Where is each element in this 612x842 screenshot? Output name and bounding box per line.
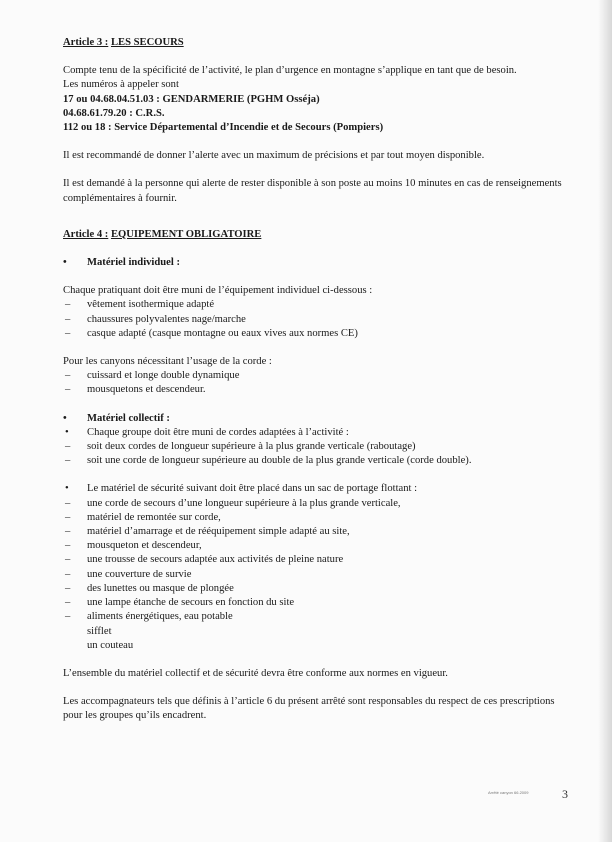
list-item-text: une corde de secours d’une longueur supérieure à la plus grande verticale, [87, 497, 401, 509]
list-item [63, 553, 571, 567]
list-item-text: une trousse de secours adaptée aux activités de pleine nature [87, 554, 344, 566]
individual-equipment-heading [63, 256, 571, 270]
bullet-icon: • [63, 412, 67, 424]
dash-icon: – [65, 597, 71, 609]
rope-canyon-intro: Pour les canyons nécessitant l’usage de la corde : [63, 356, 272, 368]
safety-items-list [63, 497, 571, 653]
list-item [63, 327, 571, 341]
dash-icon: – [65, 497, 71, 509]
dash-icon: – [65, 441, 71, 453]
list-item [63, 568, 571, 582]
list-item-text: mousquetons et descendeur. [87, 384, 206, 396]
article3-stay-paragraph: Il est demandé à la personne qui alerte de rester disponible à son poste au moins 10 minutes en cas de renseignements complémentaires à fournir. [63, 178, 562, 204]
dash-icon: – [65, 455, 71, 467]
list-item-text: casque adapté (casque montagne ou eaux vives aux normes CE) [87, 327, 358, 339]
list-item [63, 440, 571, 454]
safety-gear-line [63, 482, 571, 496]
list-item [63, 539, 571, 553]
list-item-text: matériel d’amarrage et de rééquipement simple adapté au site, [87, 526, 350, 538]
dash-icon: – [65, 313, 71, 325]
page-number: 3 [562, 787, 568, 801]
collective-rope-list [63, 440, 571, 468]
list-item [63, 625, 571, 639]
bullet-icon: • [63, 257, 67, 269]
list-item [63, 497, 571, 511]
article4-heading [63, 228, 571, 242]
list-item [63, 511, 571, 525]
list-item [63, 525, 571, 539]
article3-heading [63, 36, 571, 50]
list-item [63, 454, 571, 468]
list-item [63, 482, 571, 496]
individual-intro: Chaque pratiquant doit être muni de l’équipement individuel ci-dessous : [63, 285, 373, 297]
responsibility-paragraph: Les accompagnateurs tels que définis à l’article 6 du présent arrêté sont responsables du respect de ces prescriptions pour les groupes qu’ils encadrent. [63, 696, 555, 722]
list-item [63, 582, 571, 596]
list-item-text: soit deux cordes de longueur supérieure à la plus grande verticale (raboutage) [87, 441, 416, 453]
dash-icon: – [65, 384, 71, 396]
dash-icon: – [65, 611, 71, 623]
list-item-text: sifflet [87, 625, 112, 637]
list-item-text: cuissard et longe double dynamique [87, 370, 240, 382]
dash-icon: – [65, 540, 71, 552]
dash-icon: – [65, 327, 71, 339]
article4-number: Article 4 : [63, 228, 109, 240]
list-item-text: Chaque groupe doit être muni de cordes adaptées à l’activité : [87, 426, 349, 438]
list-item [63, 596, 571, 610]
list-item [63, 383, 571, 397]
list-item [63, 426, 571, 440]
individual-items-list [63, 298, 571, 341]
article3-alert-paragraph: Il est recommandé de donner l’alerte avec un maximum de précisions et par tout moyen disponible. [63, 150, 485, 162]
list-item-text: vêtement isothermique adapté [87, 299, 215, 311]
list-item [63, 298, 571, 312]
list-item [63, 369, 571, 383]
list-item-text: soit une corde de longueur supérieure au double de la plus grande verticale (corde double). [87, 455, 472, 467]
conformity-paragraph: L’ensemble du matériel collectif et de sécurité devra être conforme aux normes en vigueur. [63, 667, 448, 679]
phone-line-gendarmerie: 17 ou 04.68.04.51.03 : GENDARMERIE (PGHM Osséja) [63, 93, 320, 105]
footer-reference: Arrêté canyon 66.2009 [488, 790, 529, 795]
list-item-text: Le matériel de sécurité suivant doit être placé dans un sac de portage flottant : [87, 483, 418, 495]
collective-equipment-heading [63, 412, 571, 426]
individual-heading-label: Matériel individuel : [87, 257, 180, 269]
article3-numbers-label: Les numéros à appeler sont [63, 79, 179, 91]
article4-title: EQUIPEMENT OBLIGATOIRE [110, 228, 262, 240]
dash-icon: – [65, 568, 71, 580]
list-item-text: mousqueton et descendeur, [87, 540, 202, 552]
article3-intro: Compte tenu de la spécificité de l’activité, le plan d’urgence en montagne s’applique en tant que de besoin. [63, 65, 517, 77]
dash-icon: – [65, 511, 71, 523]
phone-line-pompiers: 112 ou 18 : Service Départemental d’Incendie et de Secours (Pompiers) [63, 122, 384, 134]
rope-items-list [63, 369, 571, 397]
list-item-text: une lampe étanche de secours en fonction du site [87, 597, 295, 609]
collective-group-line [63, 426, 571, 440]
list-item-text: un couteau [87, 639, 134, 651]
list-item-text: des lunettes ou masque de plongée [87, 582, 234, 594]
collective-heading-label: Matériel collectif : [87, 412, 170, 424]
dash-icon: – [65, 582, 71, 594]
list-item [63, 639, 571, 653]
list-item-text: chaussures polyvalentes nage/marche [87, 313, 246, 325]
bullet-icon: • [65, 483, 69, 495]
scan-edge-shadow [598, 0, 612, 842]
bullet-icon: • [65, 426, 69, 438]
list-item [63, 610, 571, 624]
dash-icon: – [65, 554, 71, 566]
list-item-text: une couverture de survie [87, 568, 192, 580]
list-item [63, 313, 571, 327]
document-body [63, 36, 571, 724]
list-item-text: matériel de remontée sur corde, [87, 511, 221, 523]
article3-number: Article 3 : [63, 37, 109, 48]
dash-icon: – [65, 526, 71, 538]
article3-title: LES SECOURS [110, 37, 184, 48]
dash-icon: – [65, 370, 71, 382]
list-item-text: aliments énergétiques, eau potable [87, 611, 233, 623]
dash-icon: – [65, 299, 71, 311]
phone-line-crs: 04.68.61.79.20 : C.R.S. [63, 107, 165, 119]
